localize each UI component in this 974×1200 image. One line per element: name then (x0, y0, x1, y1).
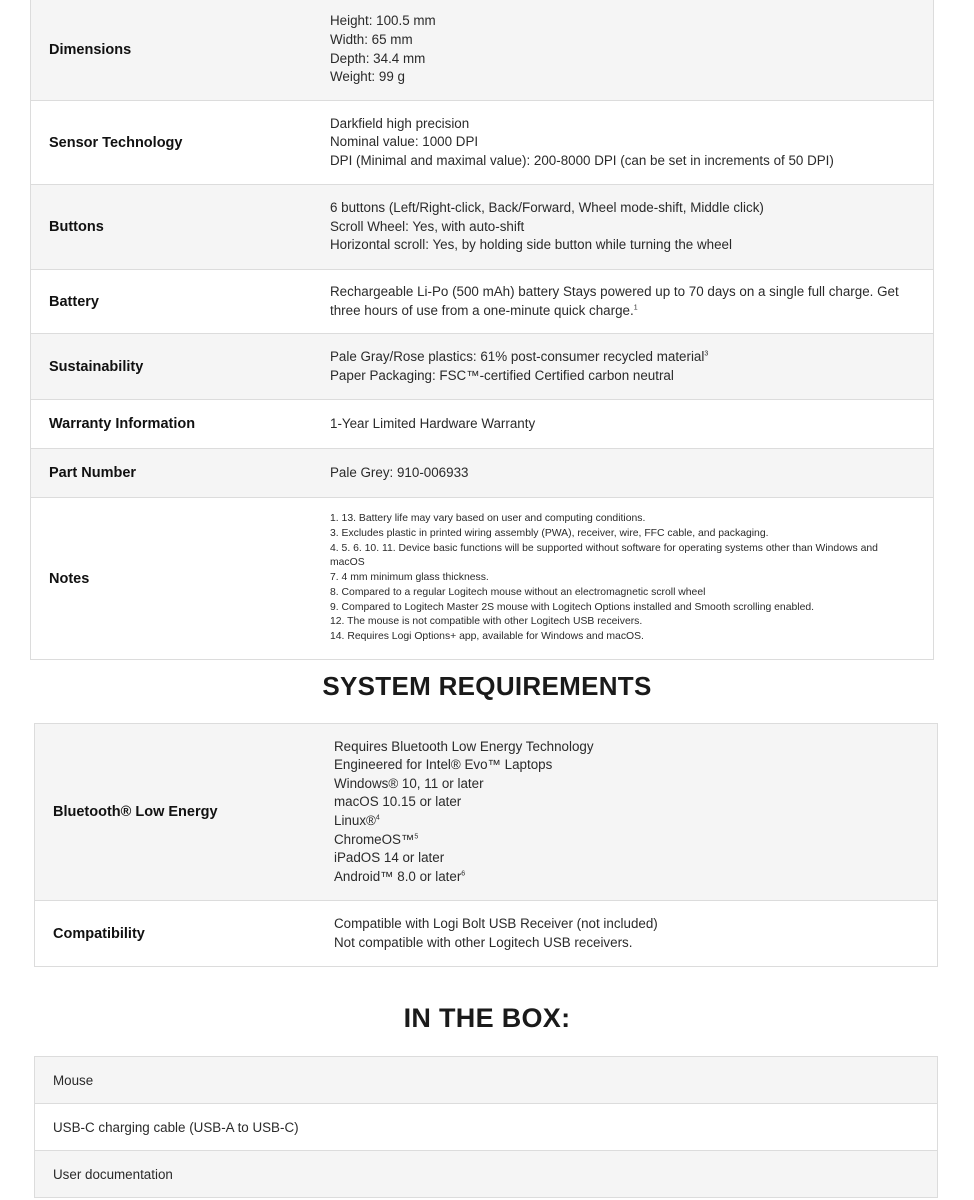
spec-value: 1-Year Limited Hardware Warranty (330, 415, 536, 431)
footnote-marker: 6 (461, 870, 466, 878)
spec-value (330, 348, 933, 385)
spec-value (330, 283, 933, 320)
battery-text: Rechargeable Li-Po (500 mAh) battery Stays powered up to 70 days on a single full charge. Get three hours of use from a one-minute quick charge. (330, 283, 899, 318)
sustainability-plastics: Pale Gray/Rose plastics: 61% post-consumer recycled material (330, 348, 705, 364)
spec-line: Scroll Wheel: Yes, with auto-shift (330, 218, 525, 234)
system-requirements-heading: SYSTEM REQUIREMENTS (322, 671, 652, 701)
note-item: 3. Excludes plastic in printed wiring assembly (PWA), receiver, wire, FFC cable, and packaging. (330, 528, 769, 540)
spec-line: Width: 65 mm (330, 31, 413, 47)
note-item: 12. The mouse is not compatible with other Logitech USB receivers. (330, 616, 643, 628)
note-item: 8. Compared to a regular Logitech mouse without an electromagnetic scroll wheel (330, 586, 706, 598)
box-item (35, 1104, 937, 1151)
spec-line: Nominal value: 1000 DPI (330, 134, 479, 150)
system-requirements-table (34, 723, 938, 967)
spec-label: Part Number (49, 465, 137, 481)
specs-table (30, 0, 934, 660)
sysreq-row-bluetooth (35, 724, 937, 901)
spec-line: Compatible with Logi Bolt USB Receiver (not included) (334, 915, 658, 931)
spec-label: Sustainability (49, 358, 144, 375)
in-the-box-list (34, 1056, 938, 1198)
os-chromeos: ChromeOS™ (334, 831, 415, 847)
spec-label: Bluetooth® Low Energy (53, 804, 218, 820)
footnote-marker: 4 (375, 814, 380, 822)
spec-value (330, 199, 933, 255)
spec-line (334, 868, 919, 887)
note-item: 1. 13. Battery life may vary based on user and computing conditions. (330, 513, 646, 525)
spec-row-warranty (31, 400, 933, 449)
spec-line: 6 buttons (Left/Right-click, Back/Forward, Wheel mode-shift, Middle click) (330, 200, 764, 216)
spec-line (330, 348, 915, 367)
spec-value (330, 12, 933, 86)
spec-label: Battery (49, 293, 99, 310)
spec-label: Sensor Technology (49, 134, 183, 151)
note-item: 9. Compared to Logitech Master 2S mouse with Logitech Options installed and Smooth scrolling enabled. (330, 601, 815, 613)
spec-row-notes (31, 498, 933, 660)
note-item: 14. Requires Logi Options+ app, available for Windows and macOS. (330, 630, 644, 642)
spec-value (334, 915, 937, 952)
spec-label: Compatibility (53, 925, 145, 942)
spec-line: Requires Bluetooth Low Energy Technology (334, 738, 594, 754)
spec-line: macOS 10.15 or later (334, 794, 462, 810)
box-item-label: USB-C charging cable (USB-A to USB-C) (53, 1119, 299, 1135)
spec-row-sustainability (31, 334, 933, 400)
box-item (35, 1151, 937, 1198)
spec-value: Pale Grey: 910-006933 (330, 464, 469, 480)
spec-line: Darkfield high precision (330, 115, 470, 131)
os-android: Android™ 8.0 or later (334, 868, 462, 884)
spec-row-sensor (31, 101, 933, 185)
spec-label: Warranty Information (49, 416, 196, 432)
spec-line: DPI (Minimal and maximal value): 200-8000 DPI (can be set in increments of 50 DPI) (330, 152, 834, 168)
spec-line: Engineered for Intel® Evo™ Laptops (334, 757, 553, 773)
spec-value (330, 115, 933, 171)
spec-row-dimensions (31, 0, 933, 101)
spec-row-battery (31, 270, 933, 334)
footnote-marker: 3 (704, 350, 709, 358)
spec-line (334, 812, 919, 831)
footnote-marker: 1 (633, 304, 638, 312)
spec-line: Depth: 34.4 mm (330, 50, 426, 66)
footnote-marker: 5 (414, 833, 419, 841)
spec-line: Not compatible with other Logitech USB receivers. (334, 934, 633, 950)
spec-line: iPadOS 14 or later (334, 850, 445, 866)
spec-line (334, 831, 919, 850)
spec-value (334, 738, 937, 887)
spec-label: Dimensions (49, 41, 132, 58)
box-item (35, 1057, 937, 1104)
spec-line: Windows® 10, 11 or later (334, 775, 484, 791)
note-item: 4. 5. 6. 10. 11. Device basic functions will be supported without software for operating systems other than Windows and macOS (330, 542, 878, 569)
spec-line: Weight: 99 g (330, 69, 405, 85)
in-the-box-heading: IN THE BOX: (403, 1003, 571, 1033)
notes-list (330, 512, 933, 644)
note-item: 7. 4 mm minimum glass thickness. (330, 572, 489, 584)
spec-label: Buttons (49, 219, 104, 235)
os-linux: Linux® (334, 813, 376, 828)
spec-label: Notes (49, 570, 90, 587)
spec-line: Paper Packaging: FSC™-certified Certified carbon neutral (330, 367, 674, 383)
spec-row-part-number (31, 449, 933, 498)
box-item-label: Mouse (53, 1072, 94, 1088)
spec-row-buttons (31, 185, 933, 270)
spec-line: Height: 100.5 mm (330, 13, 436, 29)
spec-line: Horizontal scroll: Yes, by holding side button while turning the wheel (330, 237, 732, 253)
sysreq-row-compatibility (35, 901, 937, 967)
box-item-label: User documentation (53, 1166, 173, 1182)
